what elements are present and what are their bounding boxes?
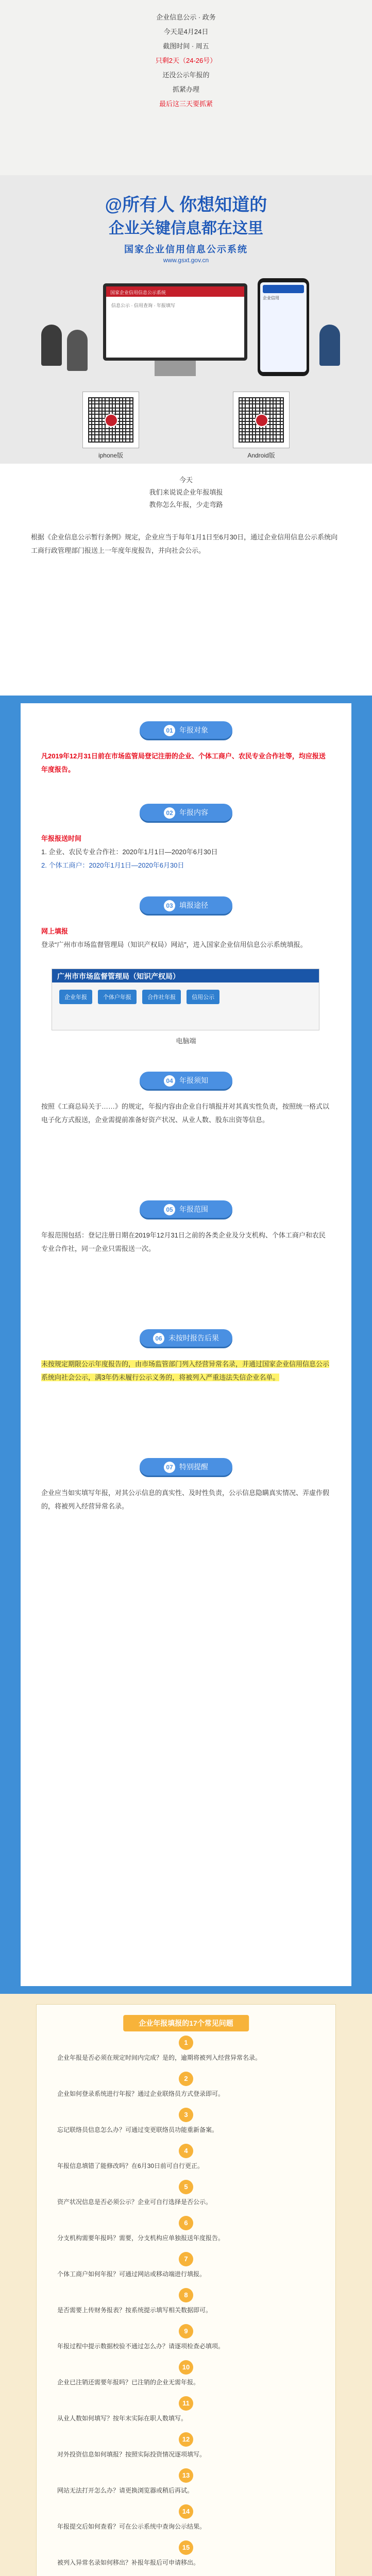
hero-line: 截图时间 · 周五 (163, 42, 209, 50)
faq-badge: 7 (179, 2252, 193, 2266)
website-screenshot (52, 969, 319, 1030)
faq-item: 企业如何登录系统进行年报？通过企业联络员方式登录即可。 (57, 2090, 225, 2097)
section-text-4: 按照《工商总局关于……》的规定，年报内容由企业自行填报并对其真实性负责，按照统一格式以电子化方式报送，企业需提前准备好资产状况、从业人数、股东出资等信息。 (41, 1103, 330, 1124)
section-2-line: 2. 个体工商户：2020年1月1日—2020年6月30日 (41, 861, 184, 869)
section-number: 04 (164, 1075, 175, 1087)
faq-badge: 10 (179, 2360, 193, 2375)
section-pill-02 (140, 804, 232, 821)
qr-label-iphone: iphone版 (98, 452, 124, 459)
person-illustration (319, 325, 340, 366)
section-number: 02 (164, 807, 175, 819)
person-illustration (67, 330, 88, 371)
faq-item: 企业已注销还需要年报吗？已注销的企业无需年报。 (57, 2379, 200, 2386)
monitor-header: 国家企业信用信息公示系统 (106, 286, 244, 297)
faq-item: 是否需要上传财务报表？按系统提示填写相关数据即可。 (57, 2307, 212, 2314)
intro-lines (0, 464, 372, 511)
section-number: 01 (164, 725, 175, 736)
faq-item: 从业人数如何填写？按年末实际在职人数填写。 (57, 2415, 188, 2422)
section-title: 年报须知 (179, 1076, 208, 1084)
section-title: 未按时报告后果 (168, 1334, 219, 1342)
banner-subtitle: 企业关键信息都在这里 (109, 220, 263, 237)
website-caption: 电脑端 (176, 1037, 196, 1045)
section-text-2 (41, 832, 331, 872)
section-title: 年报范围 (179, 1205, 208, 1213)
website-buttons (52, 982, 319, 1011)
hero-line: 抓紧办理 (172, 86, 199, 93)
banner-title: @所有人 你想知道的 (105, 195, 267, 215)
phone-label: 企业信用 (263, 296, 279, 300)
faq-section (0, 1994, 372, 2576)
hero-line: 还没公示年报的 (162, 71, 210, 79)
faq-card (36, 2004, 336, 2576)
banner-system-name: 国家企业信用信息公示系统 (124, 244, 248, 255)
section-title: 填报途径 (179, 901, 208, 909)
faq-item: 资产状况信息是否必须公示？企业可自行选择是否公示。 (57, 2198, 212, 2206)
qr-label-android: Android版 (247, 452, 275, 459)
intro-line: 我们来说说企业年报填报 (149, 488, 223, 496)
desktop-monitor (103, 283, 247, 361)
hero-line: 今天是4月24日 (163, 28, 209, 36)
faq-item: 企业年报是否必须在规定时间内完成？是的，逾期将被列入经营异常名录。 (57, 2054, 262, 2061)
website-button[interactable]: 个体户年报 (98, 990, 137, 1004)
intro-section (0, 464, 372, 696)
section-number: 03 (164, 900, 175, 911)
person-illustration (41, 325, 62, 366)
faq-badge: 15 (179, 2540, 193, 2555)
section-title: 特别提醒 (179, 1463, 208, 1471)
section-text-1 (41, 750, 331, 776)
qr-code-iphone[interactable] (82, 392, 139, 448)
faq-badge: 2 (179, 2072, 193, 2086)
phone-screen (260, 282, 307, 372)
website-button[interactable]: 信用公示 (187, 990, 219, 1004)
monitor-body: 信息公示 · 信用查询 · 年报填写 (111, 303, 175, 308)
faq-badge: 11 (179, 2396, 193, 2411)
intro-line: 今天 (179, 476, 193, 484)
faq-badge: 13 (179, 2468, 193, 2483)
intro-paragraph: 根据《企业信息公示暂行条例》规定，企业应当于每年1月1日至6月30日，通过企业信用信息公示系统向工商行政管理部门报送上一年度年度报告，并向社会公示。 (31, 533, 338, 554)
hero-line: 企业信息公示 · 政务 (156, 13, 216, 21)
section-number: 07 (164, 1462, 175, 1473)
section-pill-06 (140, 1329, 232, 1347)
faq-badge: 9 (179, 2324, 193, 2338)
hero-lines (0, 10, 372, 111)
faq-item: 分支机构需要年报吗？需要，分支机构应单独报送年度报告。 (57, 2234, 225, 2242)
promo-banner (0, 175, 372, 464)
faq-item: 年报过程中提示数据校验不通过怎么办？请逐项检查必填项。 (57, 2343, 225, 2350)
intro-line: 教你怎么年报，少走弯路 (149, 501, 223, 509)
emblem-icon (105, 414, 118, 427)
monitor-stand (155, 361, 196, 376)
section-1-text: 凡2019年12月31日前在市场监管局登记注册的企业、个体工商户、农民专业合作社等，均应报送年度报告。 (41, 752, 326, 773)
section-text-5: 年报范围包括：登记注册日期在2019年12月31日之前的各类企业及分支机构、个体工商户和农民专业合作社，同一企业只需报送一次。 (41, 1231, 326, 1252)
section-text-3 (41, 925, 331, 952)
faq-item: 个体工商户如何年报？可通过网站或移动端进行填报。 (57, 2270, 206, 2278)
section-2-head: 年报报送时间 (41, 835, 82, 842)
website-button[interactable]: 企业年报 (59, 990, 92, 1004)
hero-line: 最后这三天要抓紧 (159, 100, 213, 108)
faq-badge: 14 (179, 2504, 193, 2519)
banner-url[interactable]: www.gsxt.gov.cn (163, 257, 209, 264)
mobile-phone (258, 278, 309, 376)
section-number: 05 (164, 1204, 175, 1215)
website-title: 广州市市场监督管理局（知识产权局） (52, 969, 319, 982)
section-title: 年报对象 (179, 726, 208, 734)
phone-bar (263, 285, 304, 293)
faq-item: 网站无法打开怎么办？请更换浏览器或稍后再试。 (57, 2487, 194, 2494)
faq-badge: 4 (179, 2144, 193, 2158)
section-pill-05 (140, 1200, 232, 1218)
faq-badge: 12 (179, 2432, 193, 2447)
emblem-icon (255, 414, 268, 427)
section-text-6 (41, 1358, 331, 1384)
faq-heading: 企业年报填报的17个常见问题 (123, 2015, 249, 2031)
section-3-head: 网上填报 (41, 927, 69, 935)
faq-item: 忘记联络员信息怎么办？可通过变更联络员功能重新备案。 (57, 2126, 218, 2133)
hero-header (0, 0, 372, 175)
section-pill-04 (140, 1072, 232, 1089)
faq-item: 年报信息填错了能修改吗？在6月30日前可自行更正。 (57, 2162, 204, 2170)
section-pill-01 (140, 721, 232, 739)
hero-line-highlight: 只剩2天（24-26号） (155, 57, 217, 64)
section-6-text: 未按规定期限公示年度报告的，由市场监管部门列入经营异常名录，并通过国家企业信用信息公示系统向社会公示，满3年仍未履行公示义务的，将被列入严重违法失信企业名单。 (41, 1360, 330, 1381)
section-pill-07 (140, 1458, 232, 1476)
section-number: 06 (153, 1333, 164, 1344)
section-2-line: 1. 企业、农民专业合作社：2020年1月1日—2020年6月30日 (41, 848, 218, 856)
faq-item: 年报提交后如何查看？可在公示系统中查询公示结果。 (57, 2523, 206, 2530)
section-pill-03 (140, 896, 232, 914)
faq-badge: 6 (179, 2216, 193, 2230)
faq-badge: 1 (179, 2036, 193, 2050)
qr-code-android[interactable] (233, 392, 290, 448)
faq-badge: 8 (179, 2288, 193, 2302)
faq-badge: 3 (179, 2108, 193, 2122)
section-3-text: 登录“广州市市场监督管理局（知识产权局）网站”，进入国家企业信用信息公示系统填报。 (41, 941, 307, 948)
section-title: 年报内容 (179, 808, 208, 817)
section-text-7: 企业应当如实填写年报，对其公示信息的真实性、及时性负责，公示信息隐瞒真实情况、弄虚作假的，将被列入经营异常名录。 (41, 1489, 330, 1510)
website-button[interactable]: 合作社年报 (142, 990, 181, 1004)
faq-item: 对外投资信息如何填报？按照实际投资情况逐项填写。 (57, 2451, 206, 2458)
faq-item: 被列入异常名录如何移出？补报年报后可申请移出。 (57, 2559, 200, 2566)
faq-badge: 5 (179, 2180, 193, 2194)
